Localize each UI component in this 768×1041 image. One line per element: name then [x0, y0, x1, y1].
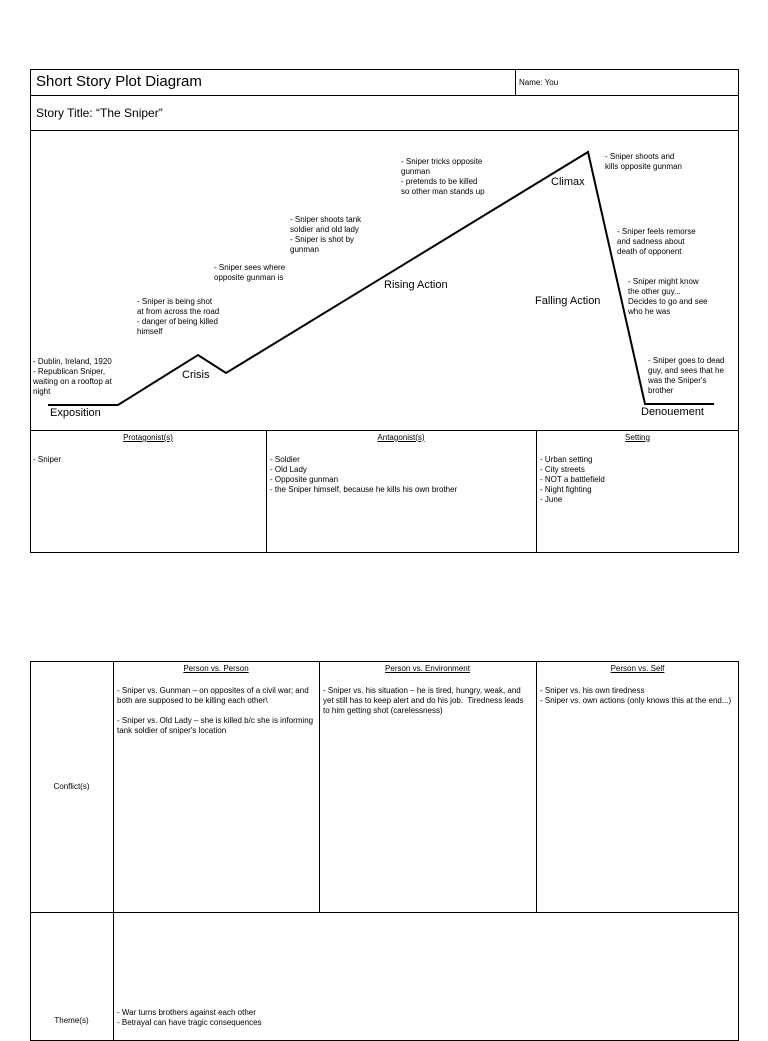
note-crisis: - Sniper is being shot at from across the road - danger of being killed himself — [137, 297, 220, 336]
pvs-text: - Sniper vs. his own tiredness - Sniper vs. own actions (only knows this at the end...) — [540, 686, 732, 705]
note-exposition: - Dublin, Ireland, 1920 - Republican Sniper, waiting on a rooftop at night — [33, 357, 112, 396]
plot-line — [48, 152, 714, 405]
note-rising-3: - Sniper tricks opposite gunman - pretends to be killed so other man stands up — [401, 157, 485, 196]
conflict-row-divider — [30, 912, 739, 913]
conflict-row-label: Conflict(s) — [53, 782, 90, 791]
worksheet-title: Short Story Plot Diagram — [36, 73, 202, 90]
label-falling-action: Falling Action — [535, 295, 601, 307]
theme-text: - War turns brothers against each other - Betrayal can have tragic consequences — [117, 1008, 262, 1027]
setting-text: - Urban setting - City streets - NOT a battlefield - Night fighting - June — [540, 455, 605, 504]
label-crisis: Crisis — [182, 369, 210, 381]
label-rising-action: Rising Action — [384, 279, 448, 291]
note-rising-1: - Sniper sees where opposite gunman is — [214, 263, 286, 282]
story-title: Story Title: “The Sniper” — [36, 106, 163, 120]
note-denouement: - Sniper goes to dead guy, and sees that he was the Sniper's brother — [648, 356, 725, 395]
pve-text: - Sniper vs. his situation – he is tired, hungry, weak, and yet still has to keep alert and do his job. Tiredness leads to him getting shot (carelessness) — [323, 686, 526, 715]
pvp-col-divider — [319, 661, 320, 912]
label-climax: Climax — [551, 176, 585, 188]
pvp-text: - Sniper vs. Gunman – on opposites of a civil war; and both are supposed to be killing each other\ - Sniper vs. Old Lady – she is killed b/c she is informing tank soldier of sniper's location — [117, 686, 314, 735]
setting-header: Setting — [625, 433, 650, 442]
label-exposition: Exposition — [50, 407, 101, 419]
antagonist-header: Antagonist(s) — [377, 433, 425, 442]
note-climax: - Sniper shoots and kills opposite gunman — [605, 152, 682, 171]
antagonist-text: - Soldier - Old Lady - Opposite gunman - the Sniper himself, because he kills his own brother — [270, 455, 458, 494]
note-falling-1: - Sniper feels remorse and sadness about death of opponent — [617, 227, 696, 256]
pve-header: Person vs. Environment — [385, 664, 470, 673]
student-name: Name: You — [519, 78, 559, 87]
label-denouement: Denouement — [641, 406, 704, 418]
protagonist-text: - Sniper — [33, 455, 62, 464]
pvs-header: Person vs. Self — [610, 664, 665, 673]
protagonist-header: Protagonist(s) — [123, 433, 173, 442]
pve-col-divider — [536, 661, 537, 912]
note-rising-2: - Sniper shoots tank soldier and old lady - Sniper is shot by gunman — [290, 215, 362, 254]
note-falling-2: - Sniper might know the other guy... Decides to go and see who he was — [628, 277, 708, 316]
theme-row-label: Theme(s) — [54, 1016, 89, 1025]
row-label-col-divider — [113, 661, 114, 1041]
pvp-header: Person vs. Person — [183, 664, 249, 673]
